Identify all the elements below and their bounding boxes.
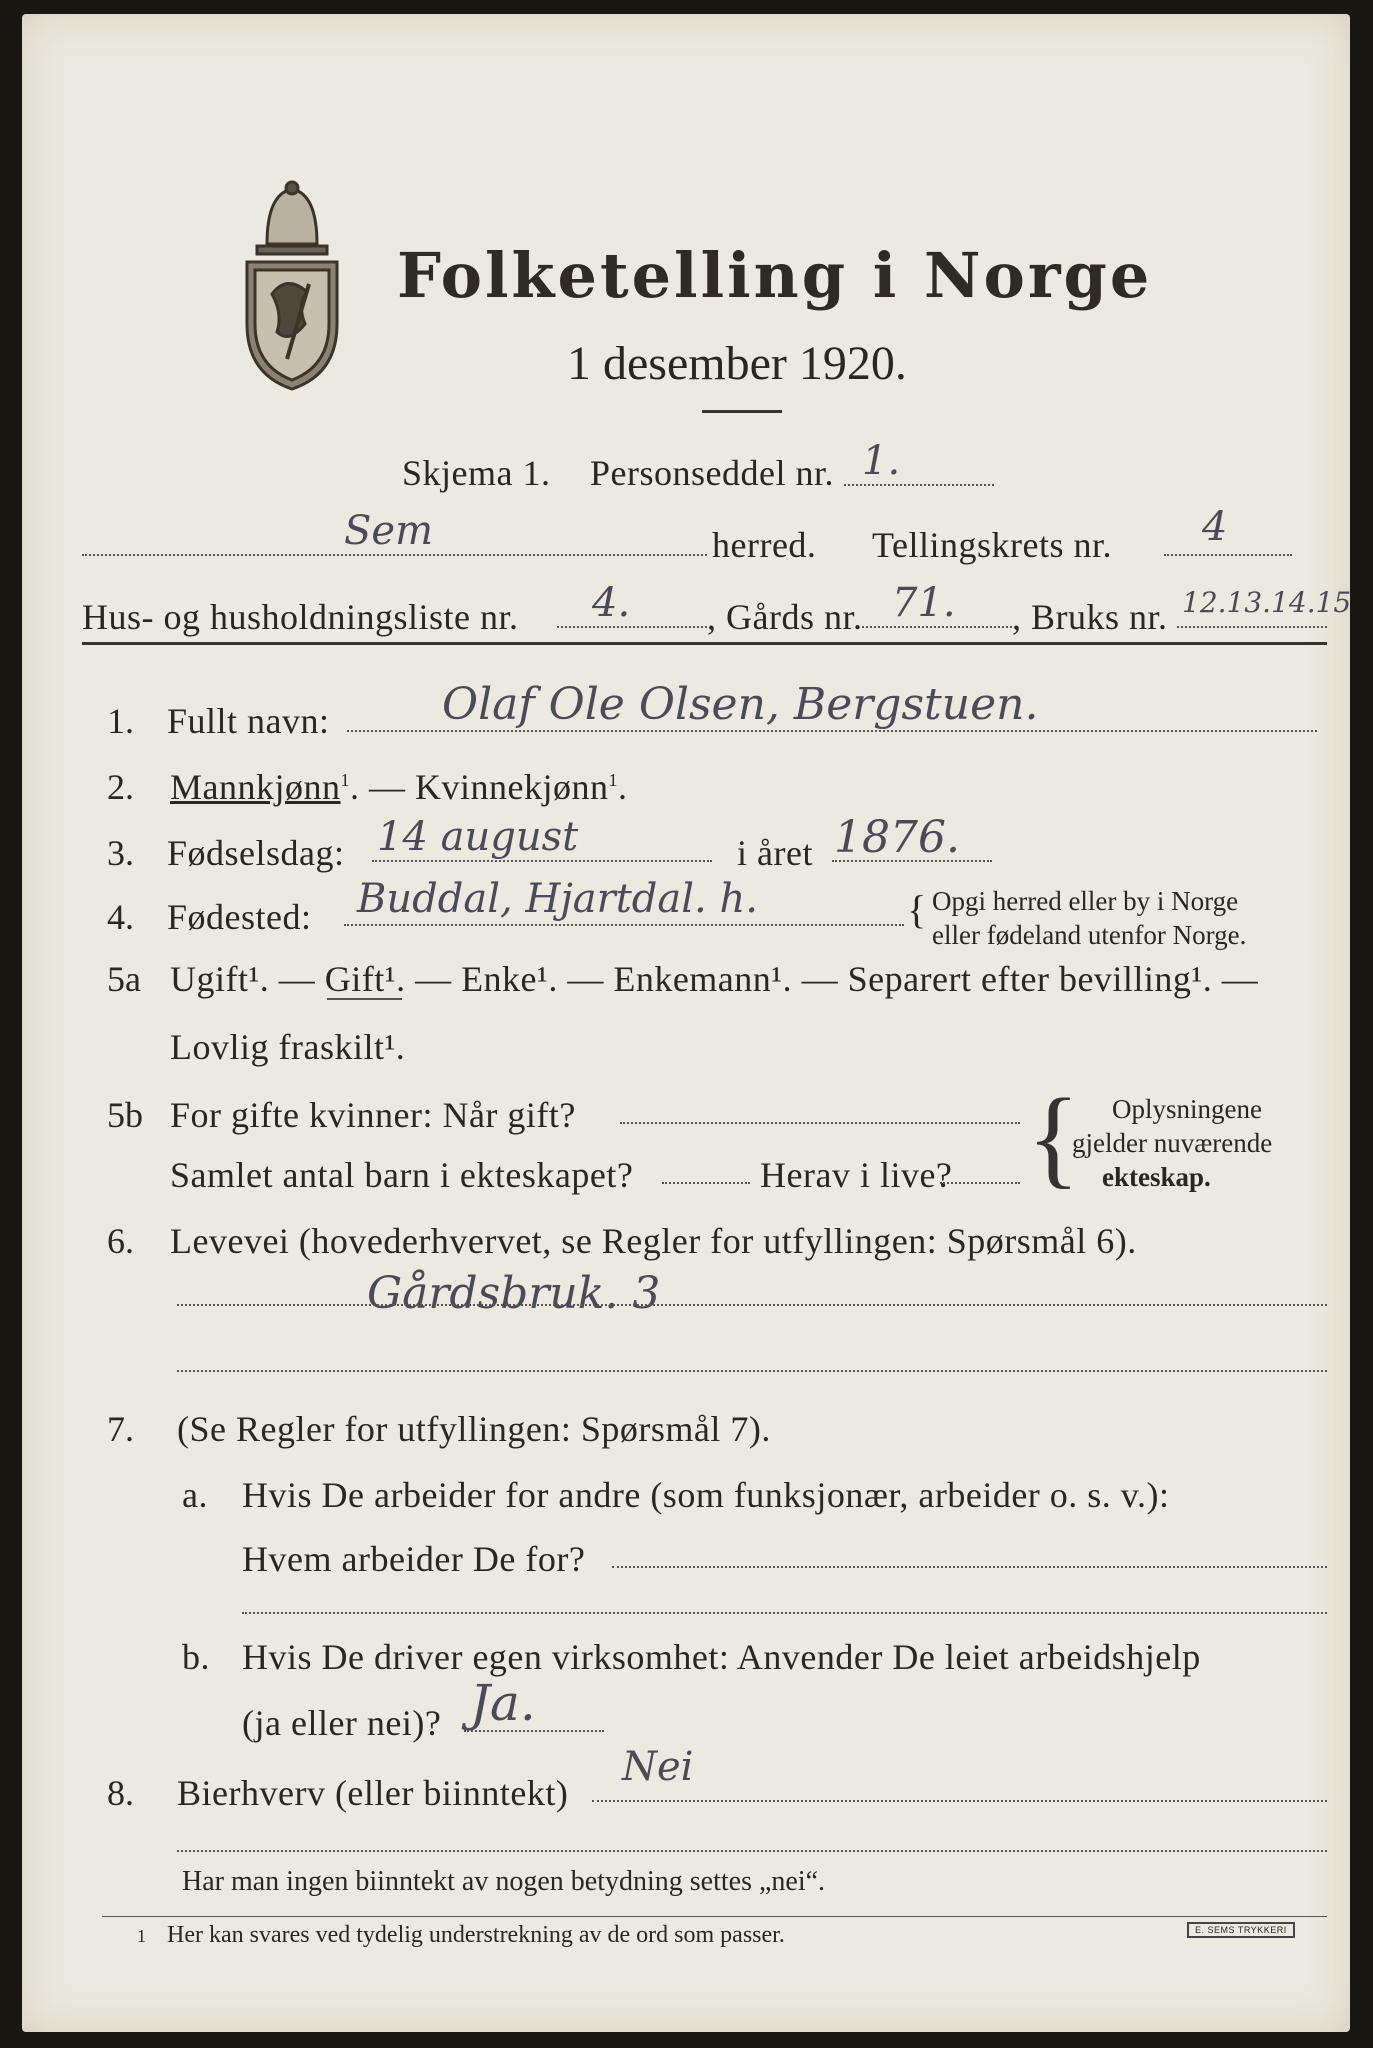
q2-end: . [617, 767, 628, 807]
q5b-children-line [662, 1182, 750, 1184]
q7a-employer-line2 [242, 1612, 1327, 1614]
personseddel-label: Personseddel nr. [590, 453, 834, 493]
title-divider [702, 410, 782, 413]
herred-line [82, 554, 707, 556]
q6-line1 [177, 1304, 1327, 1306]
coat-of-arms-icon [227, 174, 357, 394]
q7b-value: Ja. [470, 1674, 536, 1732]
footer-note: Har man ingen biinntekt av nogen betydning settes „nei“. [182, 1866, 826, 1897]
q6-value: Gårdsbruk. 3 [367, 1268, 661, 1319]
q5a-gift-underline [327, 998, 402, 1000]
q2-options [170, 766, 627, 808]
q3-label: Fødselsdag: [167, 833, 345, 873]
q2-female-footnote-mark: 1 [608, 770, 618, 790]
q3-year-label: i året [737, 833, 813, 873]
q5b-note-line1: Oplysningene [1112, 1094, 1262, 1124]
herred-label: herred. [712, 525, 817, 565]
q8-line [592, 1800, 1327, 1802]
q2-female-option: Kvinnekjønn [415, 767, 609, 807]
q5b-number: 5b [107, 1095, 143, 1135]
q2-number: 2. [107, 767, 134, 807]
footnote-number: 1 [137, 1926, 146, 1946]
gards-value: 71. [892, 580, 956, 626]
q5b-alive-label: Herav i live? [760, 1155, 953, 1195]
census-date: 1 desember 1920. [567, 337, 907, 390]
q5a-line1: Ugift¹. — Gift¹. — Enke¹. — Enkemann¹. — Separert efter bevilling¹. — [170, 959, 1259, 999]
personseddel-value: 1. [862, 438, 901, 484]
q5b-married-line [620, 1122, 1020, 1124]
q4-label: Fødested: [167, 897, 312, 937]
q4-value: Buddal, Hjartdal. h. [357, 876, 758, 922]
q7a-letter: a. [182, 1475, 208, 1515]
q4-brace: { [907, 887, 927, 932]
q7b-line2: (ja eller nei)? [242, 1703, 442, 1743]
q5b-alive-line [940, 1182, 1020, 1184]
personseddel-line [844, 484, 994, 486]
bruks-value: 12.13.14.15 [1182, 586, 1352, 619]
q8-label: Bierhverv (eller biinntekt) [177, 1773, 569, 1813]
q5b-line1: For gifte kvinner: Når gift? [170, 1095, 576, 1135]
q7b-letter: b. [182, 1637, 210, 1677]
husholdningsliste-label: Hus- og husholdningsliste nr. [82, 597, 519, 637]
herred-value: Sem [344, 508, 434, 554]
bruks-label: , Bruks nr. [1012, 597, 1168, 637]
q7a-employer-line [612, 1566, 1327, 1568]
q3-line [372, 860, 712, 862]
q6-line2 [177, 1370, 1327, 1372]
q4-note-line1: Opgi herred eller by i Norge [932, 886, 1239, 916]
bruks-line [1177, 626, 1327, 628]
q8-number: 8. [107, 1773, 134, 1813]
footnote-text: Her kan svares ved tydelig understrekning av de ord som passer. [167, 1922, 785, 1948]
q3-number: 3. [107, 833, 134, 873]
q1-label: Fullt navn: [167, 701, 330, 741]
q2-male-option: Mannkjønn [170, 767, 341, 807]
footnote-divider [102, 1916, 1327, 1917]
q7-number: 7. [107, 1409, 134, 1449]
husholdningsliste-line [557, 626, 707, 628]
printer-stamp: E. SEMS TRYKKERI [1187, 1922, 1295, 1938]
q5a-number: 5a [107, 959, 141, 999]
q7a-line1: Hvis De arbeider for andre (som funksjonær, arbeider o. s. v.): [242, 1475, 1170, 1515]
q2-male-footnote-mark: 1 [340, 770, 350, 790]
q4-note-line2: eller fødeland utenfor Norge. [932, 920, 1247, 950]
tellingskrets-value: 4 [1202, 504, 1228, 550]
husholdningsliste-value: 4. [592, 580, 631, 626]
tellingskrets-label: Tellingskrets nr. [872, 525, 1112, 565]
q2-separator: . — [350, 767, 415, 807]
q3-year-value: 1876. [834, 812, 960, 863]
q6-number: 6. [107, 1221, 134, 1261]
census-form-page [22, 14, 1350, 2032]
q5b-children-label: Samlet antal barn i ekteskapet? [170, 1155, 634, 1195]
q5b-note-line2: gjelder nuværende [1072, 1128, 1273, 1158]
q7a-line2: Hvem arbeider De for? [242, 1539, 586, 1579]
q1-line [347, 730, 1317, 732]
q5b-brace: { [1027, 1076, 1080, 1198]
q5b-note-line3: ekteskap. [1102, 1162, 1211, 1192]
header-separator [82, 642, 1327, 645]
q1-value: Olaf Ole Olsen, Bergstuen. [442, 679, 1039, 730]
q4-number: 4. [107, 897, 134, 937]
q5a-line2: Lovlig fraskilt¹. [170, 1027, 406, 1067]
q6-label: Levevei (hovederhvervet, se Regler for utfyllingen: Spørsmål 6). [170, 1221, 1137, 1261]
gards-line [862, 626, 1012, 628]
q4-line [344, 924, 904, 926]
skjema-label: Skjema 1. [402, 453, 551, 493]
q3-value: 14 august [377, 814, 579, 860]
q7b-line1: Hvis De driver egen virksomhet: Anvender De leiet arbeidshjelp [242, 1637, 1201, 1677]
tellingskrets-line [1164, 554, 1292, 556]
q8-line2 [177, 1850, 1327, 1852]
form-title: Folketelling i Norge [397, 239, 1153, 312]
q8-value: Nei [622, 1744, 694, 1790]
gards-label: , Gårds nr. [707, 597, 863, 637]
q7-label: (Se Regler for utfyllingen: Spørsmål 7). [177, 1409, 771, 1449]
q1-number: 1. [107, 701, 134, 741]
